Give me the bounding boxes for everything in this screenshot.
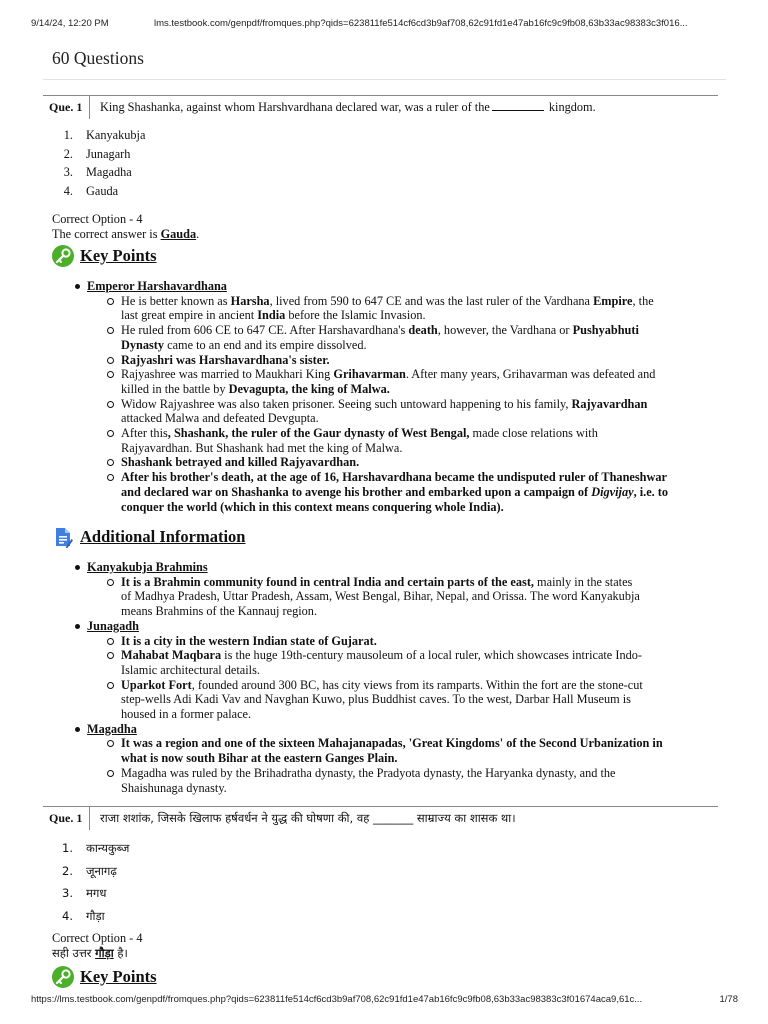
key-points-title: Key Points: [80, 246, 157, 265]
question-label: Que. 1: [43, 806, 90, 830]
correct-answer-hi: [52, 931, 143, 960]
print-footer: [0, 994, 768, 1014]
question-text-hi: राजा शशांक, जिसके खिलाफ हर्षवर्धन ने युद्ध की घोषणा की, वह _______ साम्राज्य का शासक था।: [100, 811, 516, 825]
info-item: It is a city in the western Indian state of Gujarat.: [73, 634, 723, 649]
footer-url[interactable]: https://lms.testbook.com/genpdf/fromques.php?qids=623811fe514cf6cd3b9af708,62c91fd1e47ab16fc9c9fb08,63b33ac98383c3f01674aca9,61c...: [31, 994, 643, 1005]
key-points-title-hi: Key Points: [80, 967, 157, 986]
page-number: 1/78: [719, 994, 738, 1005]
key-point-heading: Emperor Harshavardhana: [73, 279, 723, 294]
additional-info-title: Additional Information: [80, 527, 246, 546]
info-item: Mahabat Maqbara is the huge 19th-century mausoleum of a local ruler, which showcases intricate Indo- Islamic architectural details.: [73, 648, 723, 677]
key-icon: [52, 966, 74, 988]
print-datetime: 9/14/24, 12:20 PM: [31, 18, 109, 29]
info-heading-kanyakubja: Kanyakubja Brahmins: [73, 560, 723, 575]
info-item: Magadha was ruled by the Brihadratha dynasty, the Pradyota dynasty, the Haryanka dynasty, and the Shaishunaga dynasty.: [73, 766, 723, 795]
question-text: King Shashanka, against whom Harshvardhana declared war, was a ruler of the kingdom.: [100, 100, 596, 114]
key-icon: [52, 245, 74, 267]
correct-answer-text-hi: सही उत्तर गौड़ा है।: [52, 945, 128, 960]
info-heading-magadha: Magadha: [73, 722, 723, 737]
question-blank: [492, 100, 544, 111]
key-point-item: After this, Shashank, the ruler of the Gaur dynasty of West Bengal, made close relations with Rajyavardhan. But Shashank had met the king of Malwa.: [73, 426, 723, 455]
info-item: It is a Brahmin community found in central India and certain parts of the east, mainly in the states of Madhya Pradesh, Uttar Pradesh, Assam, West Bengal, Bihar, Nepal, and Orissa. The word Kanyakubja means Brahmins of the Kannauj region.: [73, 575, 723, 619]
document-icon: [52, 526, 74, 548]
info-item: Uparkot Fort, founded around 300 BC, has city views from its ramparts. Within the fort are the stone-cut step-wells Adi Kadi Vav and Navghan Kuwo, plus Buddhist caves. To the west, Darbar Hall Museum is housed in a former palace.: [73, 678, 723, 722]
print-header: [0, 0, 768, 34]
key-point-item: He is better known as Harsha, lived from 590 to 647 CE and was the last ruler of the Vardhana Empire, the last great empire in ancient India before the Islamic Invasion.: [73, 294, 723, 323]
page-title: 60 Questions: [52, 48, 144, 68]
key-point-item: He ruled from 606 CE to 647 CE. After Harshavardhana's death, however, the Vardhana or Pushyabhuti Dynasty came to an end and its empire dissolved.: [73, 323, 723, 352]
correct-option-label: Correct Option - 4: [52, 212, 143, 226]
title-divider: [43, 79, 726, 80]
print-url[interactable]: lms.testbook.com/genpdf/fromques.php?qids=623811fe514cf6cd3b9af708,62c91fd1e47ab16fc9c9fb08,63b33ac98383c3f016...: [154, 18, 688, 29]
question-label: Que. 1: [43, 95, 90, 119]
key-point-item: Rajyashree was married to Maukhari King Grihavarman. After many years, Grihavarman was defeated and killed in the battle by Devagupta, the king of Malwa.: [73, 367, 723, 396]
question-divider: [43, 806, 718, 807]
key-point-item: Rajyashri was Harshavardhana's sister.: [73, 353, 723, 368]
correct-answer-en: [52, 212, 199, 241]
key-points-content: [73, 279, 723, 514]
correct-answer-text: The correct answer is Gauda.: [52, 226, 200, 241]
additional-info-content: [73, 560, 723, 795]
key-point-item: Widow Rajyashree was also taken prisoner. Seeing such untoward happening to his family, Rajyavardhan attacked Malwa and defeated Devgupta.: [73, 397, 723, 426]
question-divider: [43, 95, 718, 96]
key-point-item: After his brother's death, at the age of 16, Harshavardhana became the undisputed ruler of Thaneshwar and declared war on Shashanka to avenge his brother and embarked upon a campaign of Digvijay, i.e. to conquer the world (which in this context means conquering whole India).: [73, 470, 723, 514]
info-heading-junagadh: Junagadh: [73, 619, 723, 634]
correct-option-label: Correct Option - 4: [52, 931, 143, 945]
info-item: It was a region and one of the sixteen Mahajanapadas, 'Great Kingdoms' of the Second Urbanization in what is now south Bihar at the eastern Ganges Plain.: [73, 736, 723, 765]
key-point-item: Shashank betrayed and killed Rajyavardhan.: [73, 455, 723, 470]
